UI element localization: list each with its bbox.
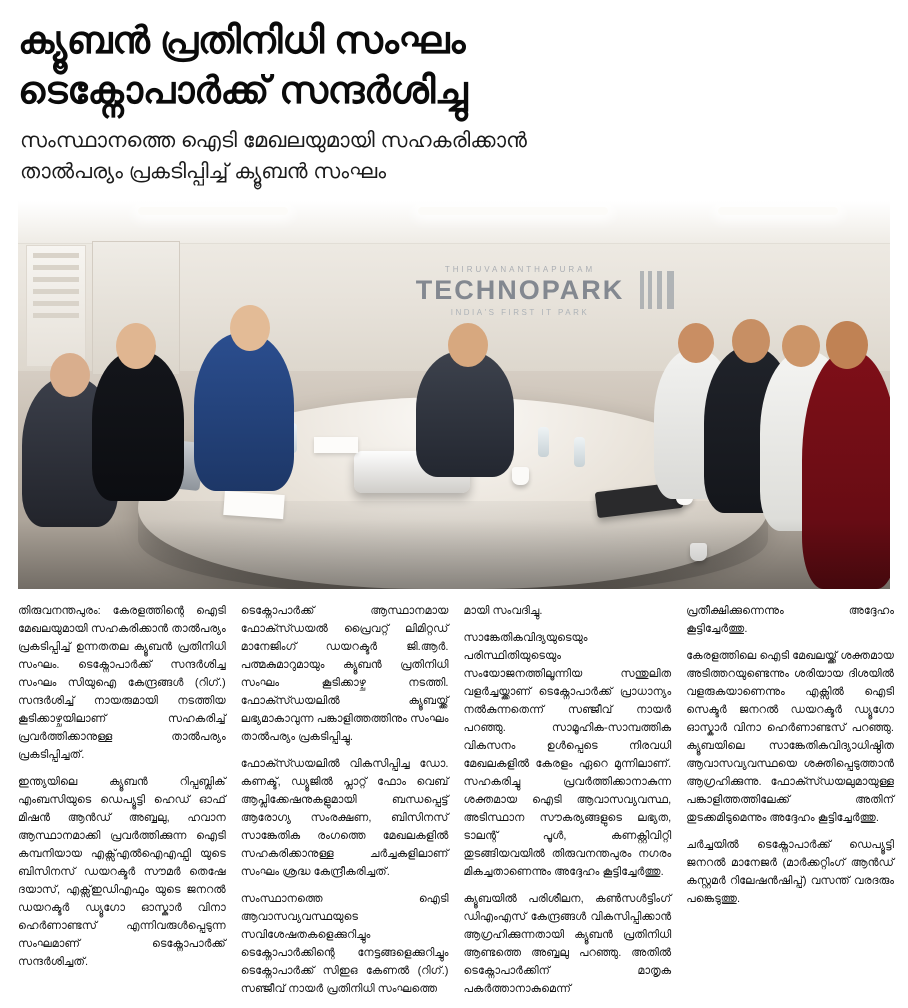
subheadline-line-1: സംസ്ഥാനത്തെ ഐടി മേഖലയുമായി സഹകരിക്കാൻ [20,129,527,153]
article-body [18,603,894,1007]
headline-line-2: ടെക്നോപാർക്ക് സന്ദർശിച്ചു [18,70,468,113]
person-seated [416,351,514,477]
ceiling [18,201,890,244]
paragraph: കേരളത്തിലെ ഐടി മേഖലയ്ക്ക് ശക്തമായ അടിത്തറയുണ്ടെന്നും ശരിയായ ദിശയിൽ വളരുകയാണെന്നും എക്സിൽ ഐടി സെക്ടർ ജനറൽ ഡയറക്ടർ ഡ്യൂഗോ ഓസ്കാർ വിനാ ഹെർണാണ്ടസ് പറഞ്ഞു. ക്യൂബയിലെ സാങ്കേതികവിദ്യാധിഷ്ഠിത ആവാസവ്യവസ്ഥയെ ശക്തിപ്പെടുത്താൻ ആഗ്രഹിക്കുന്നു. ഫോക്സ്ഡയലുമായുള്ള പങ്കാളിത്തത്തിലേക്ക് അതിന് തുടക്കമിടുമെന്നും അദ്ദേഹം കൂട്ടിച്ചേർത്തു. [686,650,894,824]
paragraph: മായി സംവദിച്ചു. [463,605,543,618]
signage-main-text: TECHNOPARK [415,275,625,306]
article-column-1 [18,603,226,1007]
paragraph: തിരുവനന്തപുരം: കേരളത്തിന്റെ ഐടി മേഖലയുമായി സഹകരിക്കാൻ താൽപര്യം പ്രകടിപ്പിച്ച് ഉന്നതതല ക്യൂബൻ പ്രതിനിധി സംഘം. ടെക്നോപാർക്ക് സന്ദർശിച്ച സംഘം സിയുഐ കേന്ദ്രങ്ങൾ (റിഗ്.) സന്ദർശിച്ച് നായരുമായി നടത്തിയ കൂടിക്കാഴ്ചയിലാണ് സഹകരിച്ച് പ്രവർത്തിക്കാനുള്ള താൽപര്യം പ്രകടിപ്പിച്ചത്. [18,605,226,761]
article-column-3 [464,603,672,1007]
paragraph: പ്രതീക്ഷിക്കുന്നെന്നും അദ്ദേഹം കൂട്ടിച്ചേർത്തു. [686,605,894,636]
person-head [230,305,270,351]
signage-bottom-text: INDIA'S FIRST IT PARK [450,308,590,318]
article-column-4 [686,603,894,1007]
paragraph: ടെക്നോപാർക്ക് ആസ്ഥാനമായ ഫോക്സ്ഡയൽ പ്രൈവറ്റ് ലിമിറ്റഡ് മാനേജിംഗ് ഡയറക്ടർ ജി.ആർ. പത്മകുമാറുമായും ക്യൂബൻ പ്രതിനിധി സംഘം കൂടിക്കാഴ്ച നടത്തി. ഫോക്സ്ഡയലിൽ ക്യൂബയ്ക്ക് ലഭ്യമാകാവുന്ന പങ്കാളിത്തത്തിനും സംഘം താൽപര്യം പ്രകടിപ്പിച്ചു. [240,605,449,743]
signage-glyph-icon [640,271,674,309]
person-head [826,321,868,369]
document-paper [223,491,285,519]
water-bottle [574,437,585,467]
person-head [732,319,770,363]
signage-top-text: THIRUVANANTHAPURAM [444,265,596,275]
cup [512,467,529,485]
subheadline-line-2: താൽപര്യം പ്രകടിപ്പിച്ച് ക്യൂബൻ സംഘം [20,159,386,183]
subheadline [20,126,894,187]
person-head [50,353,90,397]
person-head [782,325,820,367]
water-bottle [538,427,549,457]
person-head [678,323,714,363]
paragraph: ക്യൂബയിൽ പരിശീലന, കൺസൾട്ടിംഗ് ഡിഎംഎസ് കേന്ദ്രങ്ങൾ വികസിപ്പിക്കാൻ ആഗ്രഹിക്കുന്നതായി ക്യൂബൻ പ്രതിനിധി ആണ്ടത്തെ അബ്ബലു പറഞ്ഞു. അതിൽ ടെക്നോപാർക്കിന് മാതൃക പകർത്താനാകുമെന്ന് [463,892,672,995]
person-standing [194,333,294,491]
article-photo [18,201,890,589]
technopark-signage [370,265,670,321]
paragraph: ചർച്ചയിൽ ടെക്നോപാർക്ക് ഡെപ്യൂട്ടി ജനറൽ മാനേജർ (മാർക്കറ്റിംഗ് ആൻഡ് കസ്റ്റമർ റിലേഷൻഷിപ്പ്) വസന്ത് വരദരും പങ്കെടുത്തു. [686,838,894,905]
paragraph: സാങ്കേതികവിദ്യയുടെയും പരിസ്ഥിതിയുടെയും സംയോജനത്തിലൂന്നിയ സന്തുലിത വളർച്ചയ്ക്കാണ് ടെക്നോപാർക്ക് പ്രാധാന്യം നൽകുന്നതെന്ന് സഞ്ജീവ് നായർ പറഞ്ഞു. സാമൂഹിക-സാമ്പത്തിക വികസനം ഉൾപ്പെടെ നിരവധി മേഖലകളിൽ കേരളം ഏറെ മുന്നിലാണ്. സഹകരിച്ചു പ്രവർത്തിക്കാനാകുന്ന ശക്തമായ ഐടി ആവാസവ്യവസ്ഥ, അടിസ്ഥാന സൗകര്യങ്ങളുടെ ലഭ്യത, ടാലന്റ് പൂൾ, കണക്റ്റിവിറ്റി തുടങ്ങിയവയിൽ തിരുവനന്തപുരം നഗരം മികച്ചതാണെന്നും അദ്ദേഹം കൂട്ടിച്ചേർത്തു. [463,632,672,878]
article-column-2 [241,603,449,1007]
headline-line-1: ക്യൂബൻ പ്രതിനിധി സംഘം [18,20,466,62]
person-head [116,323,156,369]
document-paper [314,437,358,453]
photo-bottom-shadow [18,519,890,589]
paragraph: ഇന്ത്യയിലെ ക്യൂബൻ റിപ്പബ്ലിക് എംബസിയുടെ ഡെപ്യൂട്ടി ഹെഡ് ഓഫ് മിഷൻ ആൻഡ് അബ്ബലു, ഹവാന ആസ്ഥാനമാക്കി പ്രവർത്തിക്കുന്ന ഐടി കമ്പനിയായ എക്സ്എൽഐഎഫ്പി യുടെ ബിസിനസ് ഡയറക്ടർ സൗമർ തെഷേ ദയാസ്, എക്സ്ഇഡിഎഫും യുടെ ജനറൽ ഡയറക്ടർ ഡ്യൂഗോ ഓസ്കാർ വിനാ ഹെർണാണ്ടസ് എന്നിവരുൾപ്പെടുന്ന സംഘമാണ് ടെക്നോപാർക്ക് സന്ദർശിച്ചത്. [18,775,226,968]
paragraph: ഫോക്സ്ഡയലിൽ വികസിപ്പിച്ച ഡോ. കണക്ട്, ഡ്യൂജിൽ പ്ലാറ്റ് ഫോം വെബ് ആപ്ലിക്കേഷനുകളുമായി ബന്ധപ്പെട്ട് ആരോഗ്യ സംരക്ഷണ, ബിസിനസ് സാങ്കേതിക രംഗത്തെ മേഖലകളിൽ സഹകരിക്കാനുള്ള ചർച്ചകളിലാണ് സംഘം ശ്രദ്ധ കേന്ദ്രീകരിച്ചത്. [240,757,449,878]
person-head [448,323,488,367]
person-seated [92,351,184,501]
wall-panel-left [26,245,86,367]
paragraph: സംസ്ഥാനത്തെ ഐടി ആവാസവ്യവസ്ഥയുടെ സവിശേഷതകളെക്കുറിച്ചും ടെക്നോപാർക്കിന്റെ നേട്ടങ്ങളെക്കുറിച്ചും ടെക്നോപാർക്ക് സിഇഒ കേണൽ (റിഗ്.) സഞ്ജീവ് നായർ പ്രതിനിധി സംഘത്തെ [240,892,449,995]
photo-background [18,201,890,589]
page-title [18,16,894,116]
